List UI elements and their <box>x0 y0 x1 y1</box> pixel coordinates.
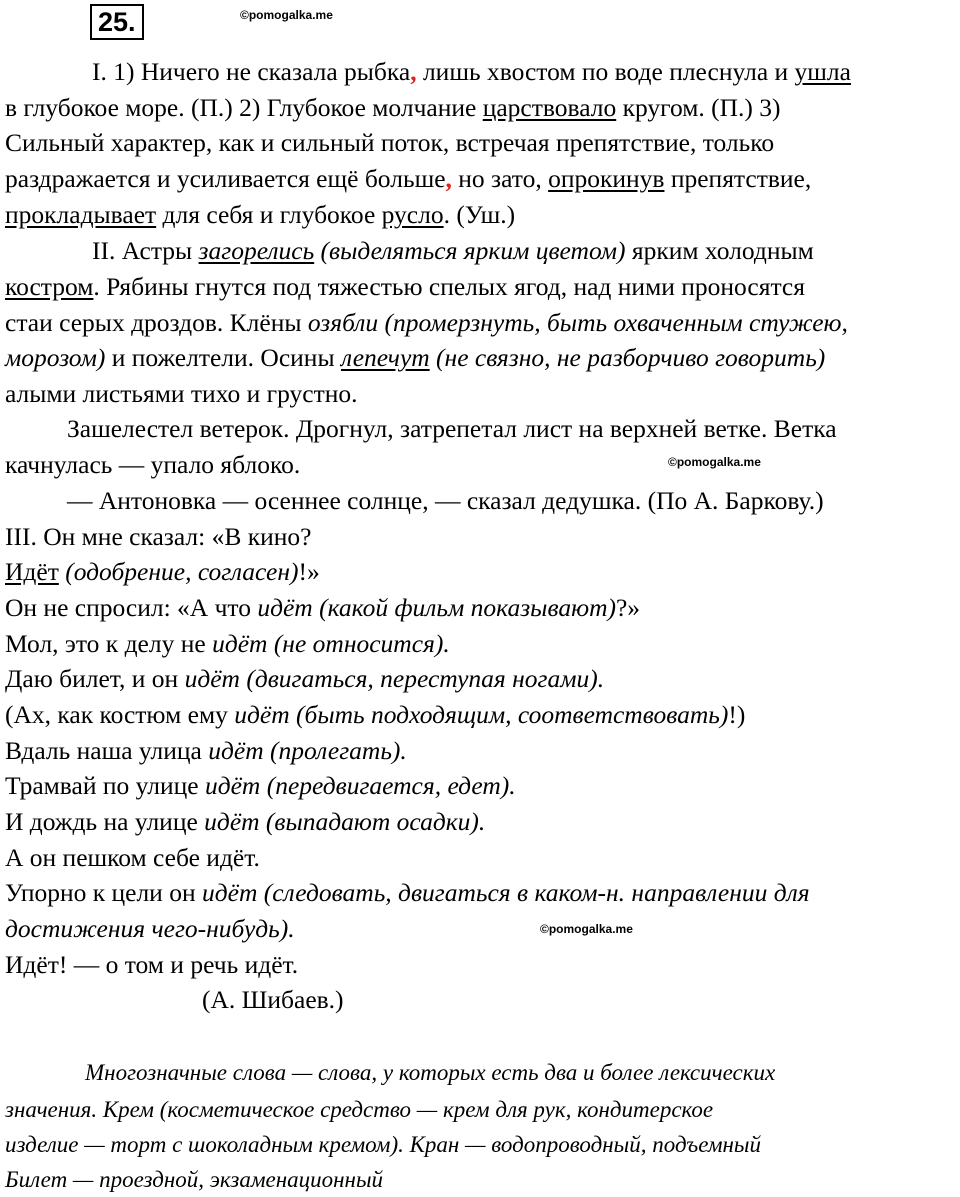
text-line: И дождь на улице идёт (выпадают осадки). <box>5 807 486 836</box>
exercise-number: 25. <box>90 4 144 40</box>
text-line: I. 1) Ничего не сказала рыбка, лишь хвостом по воде плеснула и ушла <box>92 57 851 86</box>
text-line: прокладывает для себя и глубокое русло. (Уш.) <box>5 200 516 229</box>
text-line: (Ах, как костюм ему идёт (быть подходящим, соответствовать)!) <box>5 700 746 729</box>
watermark: ©pomogalka.me <box>540 922 633 936</box>
text-line: Упорно к цели он идёт (следовать, двигаться в каком-н. направлении для <box>5 878 810 907</box>
text-line: Мол, это к делу не идёт (не относится). <box>5 629 450 658</box>
text-line: Он не спросил: «А что идёт (какой фильм показывают)?» <box>5 593 641 622</box>
text-line: Сильный характер, как и сильный поток, встречая препятствие, только <box>5 128 775 157</box>
watermark: ©pomogalka.me <box>668 455 761 469</box>
text-line: костром. Рябины гнутся под тяжестью спелых ягод, над ними проносятся <box>5 272 805 301</box>
text-line: Идёт! — о том и речь идёт. <box>5 950 299 979</box>
text-line: раздражается и усиливается ещё больше, но зато, опрокинув препятствие, <box>5 164 812 193</box>
text-line: Вдаль наша улица идёт (пролегать). <box>5 736 407 765</box>
text-line: — Антоновка — осеннее солнце, — сказал дедушка. (По А. Баркову.) <box>67 486 824 515</box>
text-line: Идёт (одобрение, согласен)!» <box>5 557 320 586</box>
text-line: (А. Шибаев.) <box>202 985 344 1014</box>
watermark: ©pomogalka.me <box>240 8 333 22</box>
text-line: III. Он мне сказал: «В кино? <box>5 522 312 551</box>
text-line: в глубокое море. (П.) 2) Глубокое молчание царствовало кругом. (П.) 3) <box>5 93 781 122</box>
text-line: алыми листьями тихо и грустно. <box>5 379 358 408</box>
text-line: Зашелестел ветерок. Дрогнул, затрепетал лист на верхней ветке. Ветка <box>67 414 837 443</box>
text-line: качнулась — упало яблоко. <box>5 450 301 479</box>
text-line: Даю билет, и он идёт (двигаться, переступая ногами). <box>5 664 605 693</box>
definition-line: значения. Крем (косметическое средство — крем для рук, кондитерское <box>5 1097 714 1122</box>
definition-line: изделие — торт с шоколадным кремом). Кран — водопроводный, подъемный <box>5 1132 762 1157</box>
text-line: морозом) и пожелтели. Осины лепечут (не связно, не разборчиво говорить) <box>5 343 826 372</box>
definition-line: Билет — проездной, экзаменационный <box>5 1167 384 1192</box>
text-line: стаи серых дроздов. Клёны озябли (промерзнуть, быть охваченным стужею, <box>5 308 848 337</box>
text-line: А он пешком себе идёт. <box>5 843 260 872</box>
text-line: II. Астры загорелись (выделяться ярким цветом) ярким холодным <box>92 236 814 265</box>
text-line: Трамвай по улице идёт (передвигается, едет). <box>5 771 516 800</box>
definition-line: Многозначные слова — слова, у которых есть два и более лексических <box>85 1060 776 1085</box>
text-line: достижения чего-нибудь). <box>5 914 295 943</box>
